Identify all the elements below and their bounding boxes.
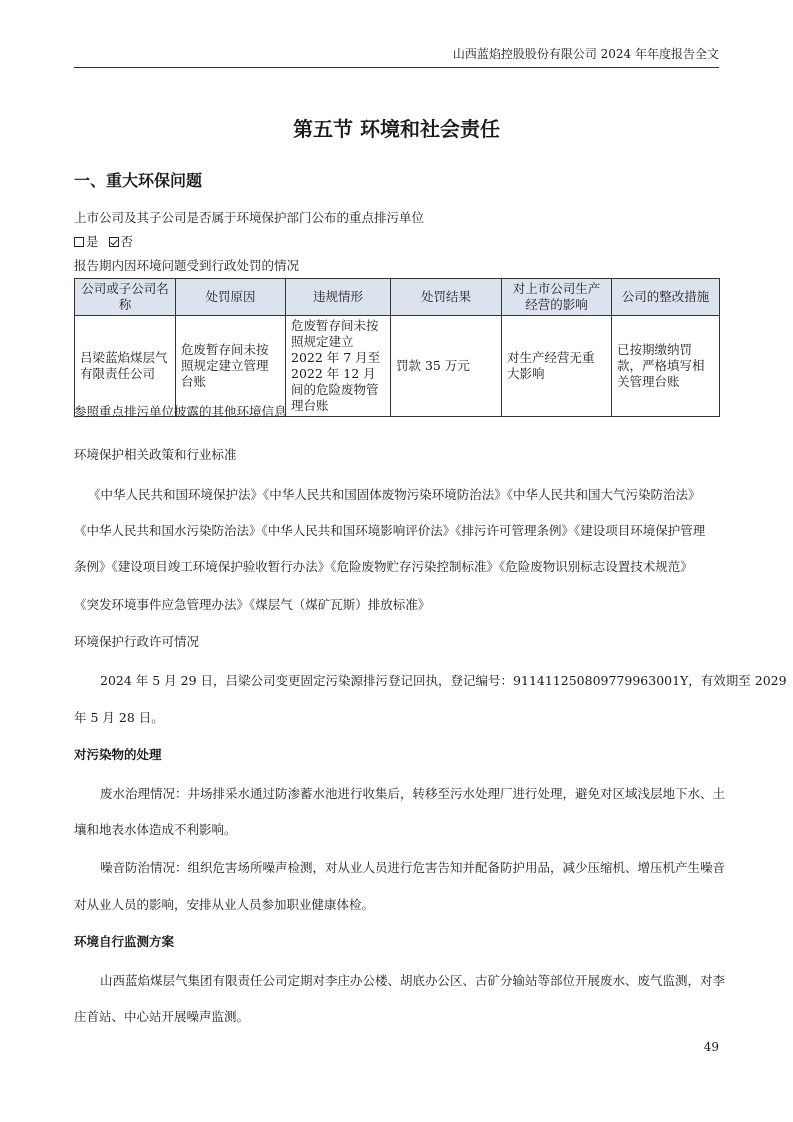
table-cell: 危废暂存间未按照规定建立管理台账 (176, 316, 286, 417)
policy-line: 条例》《建设项目竣工环境保护验收暂行办法》《危险废物贮存污染控制标准》《危险废物识别标志设置技术规范》 (74, 559, 693, 574)
running-header: 山西蓝焰控股股份有限公司 2024 年年度报告全文 (452, 47, 719, 61)
permit-line: 2024 年 5 月 29 日，吕梁公司变更固定污染源排污登记回执，登记编号：91141125080977996300​1Y，有效期至 2029 (100, 673, 787, 688)
column-header: 处罚原因 (176, 279, 286, 316)
page-number: 49 (703, 1040, 719, 1054)
yes-checkbox[interactable] (74, 237, 84, 247)
other-env-info-label: 参照重点排污单位披露的其他环境信息 (74, 404, 287, 419)
header-rule (74, 67, 719, 68)
table-cell: 吕梁蓝焰煤层气有限责任公司 (75, 316, 176, 417)
table-cell: 对生产经营无重大影响 (502, 316, 612, 417)
policy-line: 《中华人民共和国环境保护法》《中华人民共和国固体废物污染环境防治法》《中华人民共和国大气污染防治法》 (88, 487, 701, 502)
column-header: 公司或子公司名称 (75, 279, 176, 316)
monitoring-line: 山西蓝焰煤层气集团有限责任公司定期对李庄办公楼、胡底办公区、古矿分输站等部位开展废水、废气监测，对李 (100, 973, 726, 988)
permit-line: 年 5 月 28 日。 (74, 710, 164, 725)
no-label: 否 (120, 234, 134, 249)
penalty-table (74, 278, 720, 417)
pollutant-heading: 对污染物的处理 (74, 747, 162, 762)
monitoring-heading: 环境自行监测方案 (74, 934, 175, 949)
key-polluter-question: 上市公司及其子公司是否属于环境保护部门公布的重点排污单位 (74, 210, 425, 225)
column-header: 处罚结果 (391, 279, 502, 316)
permit-heading: 环境保护行政许可情况 (74, 634, 200, 649)
policy-line: 《突发环境事件应急管理办法》《煤层气（煤矿瓦斯）排放标准》 (74, 597, 431, 612)
table-header-row (75, 279, 720, 316)
column-header: 对上市公司生产经营的影响 (502, 279, 612, 316)
column-header: 公司的整改措施 (612, 279, 720, 316)
table-row (75, 316, 720, 417)
policy-line: 《中华人民共和国水污染防治法》《中华人民共和国环境影响评价法》《排污许可管理条例》《建设项目环境保护管理 (74, 523, 706, 538)
wastewater-line: 废水治理情况：井场排采水通过防渗蓄水池进行收集后，转移至污水处理厂进行处理，避免对区域浅层地下水、土 (100, 786, 726, 801)
yes-label: 是 (86, 234, 99, 249)
table-cell: 危废暂存间未按照规定建立 2022 年 7 月至 2022 年 12 月间的危险废物管理台账 (286, 316, 391, 417)
noise-line: 噪音防治情况：组织危害场所噪声检测，对从业人员进行危害告知并配备防护用品，减少压缩机、增压机产生噪音 (100, 860, 726, 875)
monitoring-line: 庄首站、中心站开展噪声监测。 (74, 1009, 250, 1024)
wastewater-line: 壤和地表水体造成不利影响。 (74, 822, 237, 837)
yes-no-options (74, 233, 133, 251)
section-title: 第五节 环境和社会责任 (293, 117, 500, 141)
table-caption: 报告期内因环境问题受到行政处罚的情况 (74, 258, 300, 273)
policy-heading: 环境保护相关政策和行业标准 (74, 447, 237, 462)
table-cell: 已按期缴纳罚款，严格填写相关管理台账 (612, 316, 720, 417)
table-cell: 罚款 35 万元 (391, 316, 502, 417)
noise-line: 对从业人员的影响，安排从业人员参加职业健康体检。 (74, 897, 375, 912)
no-checkbox[interactable] (109, 237, 119, 247)
heading-major-env-issues: 一、重大环保问题 (74, 171, 203, 190)
column-header: 违规情形 (286, 279, 391, 316)
